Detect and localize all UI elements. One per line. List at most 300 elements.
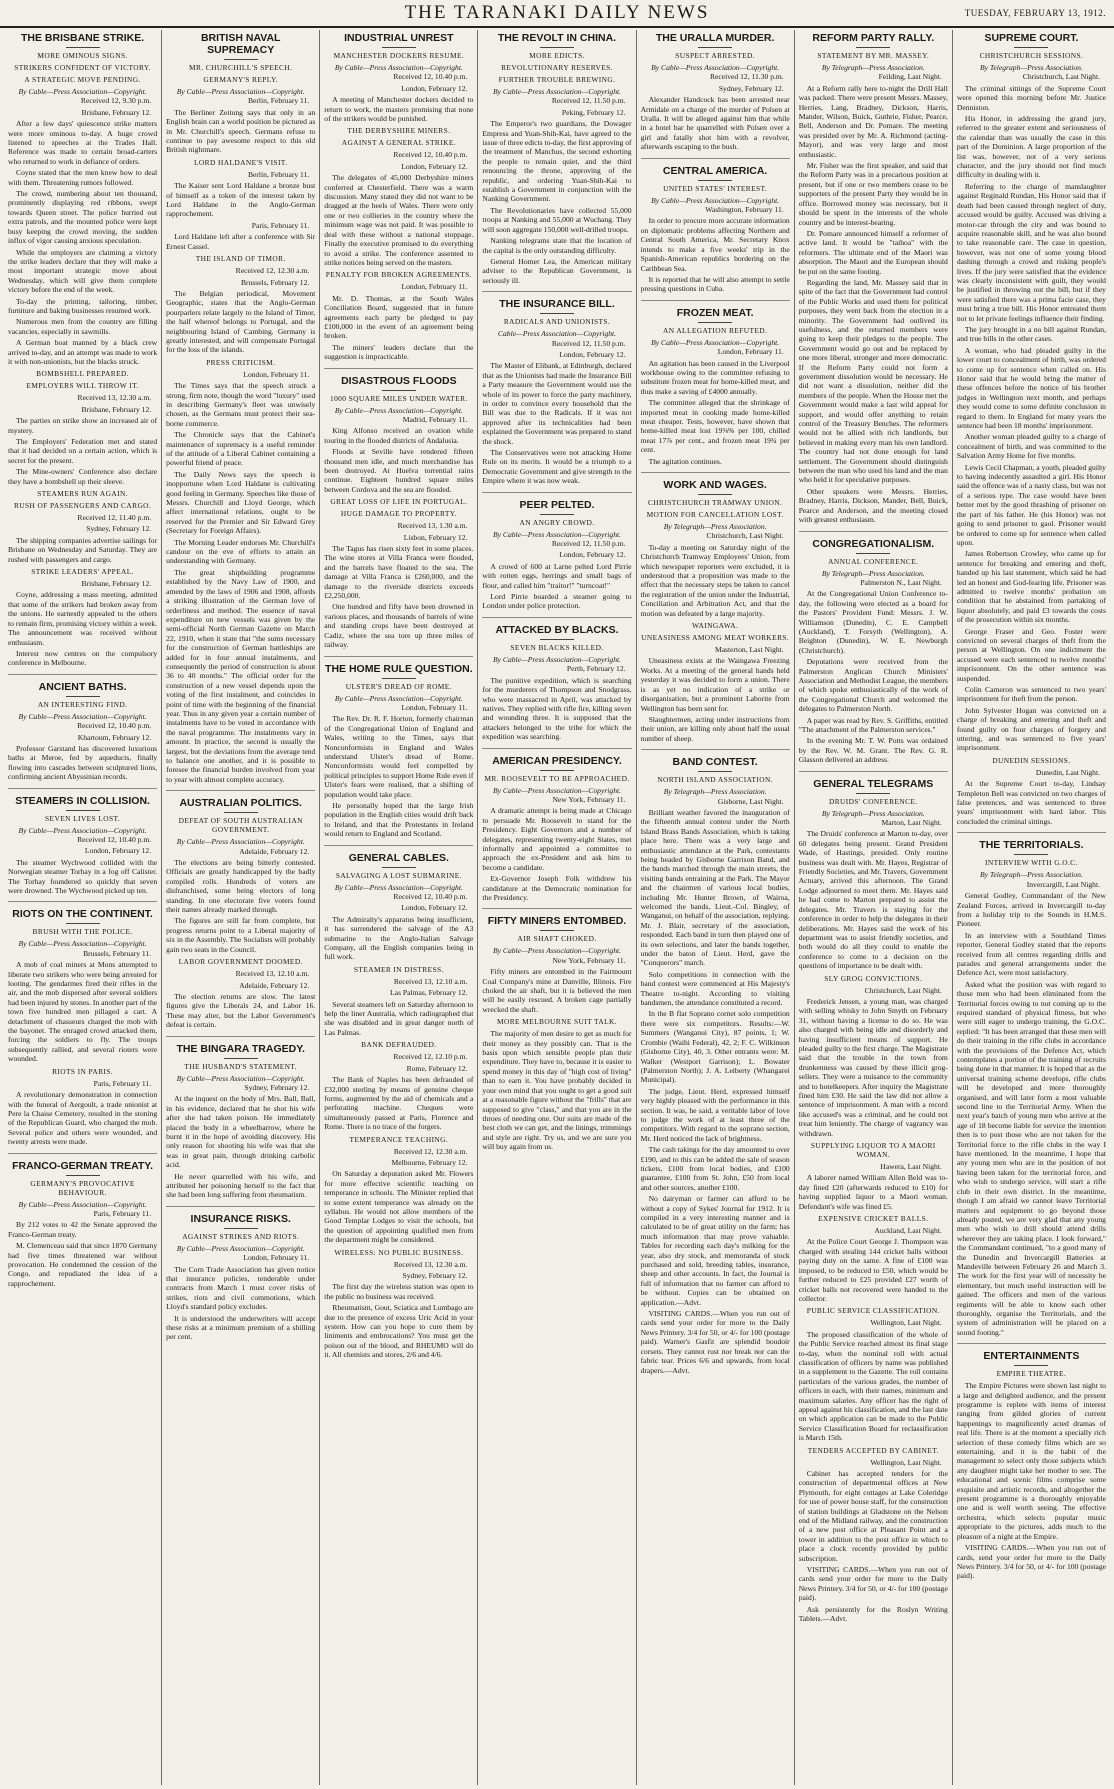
article xyxy=(799,32,948,532)
dateline: London, February 12. xyxy=(559,349,626,359)
article-headline: THE BINGARA TRAGEDY. xyxy=(176,1042,305,1055)
news-column xyxy=(4,30,162,1785)
paragraph: Dr. Pomare announced himself a reformer of active land. It would be "taihoa" with the reformers. The ultimate end of the Maori was absorption. The Maori and the European should be put on the same footing. xyxy=(798,228,948,276)
paragraph: Professor Garstand has discovered luxurious baths at Meroe, fed by aqueducts, finally flowing into cascades between sculptured lions, confirming ancient Abyssinian records. xyxy=(8,743,158,782)
subheading: DUNEDIN SESSIONS. xyxy=(992,755,1071,765)
paragraph: In the evening Mr. T. W. Potts was ordained by the Rev. W. M. Grant. The Rev. G. R. Glasson delivered an address. xyxy=(798,736,948,765)
article xyxy=(799,538,948,772)
dateline: Received 12, 10.40 p.m. xyxy=(393,72,468,82)
subheading: RIOTS IN PARIS. xyxy=(52,1066,114,1076)
dateline: Rome, February 12. xyxy=(406,1063,468,1073)
byline: By Cable—Press Association—Copyright. xyxy=(492,87,622,96)
article xyxy=(166,1213,315,1348)
byline: By Cable—Press Association—Copyright. xyxy=(492,785,622,795)
dateline: Brisbane, February 12. xyxy=(81,404,152,414)
paragraph: Interest now centres on the compulsory conference in Melbourne. xyxy=(8,648,158,668)
article-headline: THE BRISBANE STRIKE. xyxy=(21,32,145,44)
dateline: Feilding, Last Night. xyxy=(878,72,942,82)
paragraph: VISITING CARDS.—When you run out of cards send your order for more to the Daily News Printery. 3/4 for 50, or 4/- for 100 (postage paid). Warner's Gasfit are splendid boudoir corsets. They cannot rust nor break nor can the fabric tear. Prices 6/6 and upwards, from local drapers.—Advt. xyxy=(640,1309,790,1375)
article-headline: WORK AND WAGES. xyxy=(663,479,767,491)
byline: By Telegraph—Press Association. xyxy=(663,522,767,531)
paragraph: Fifty miners are entombed in the Fairmount Coal Company's mine at Danville, Illinois. Fire choked the air shaft, but it is believed the men will be easily rescued. A broken cage partially wrecked the shaft. xyxy=(482,967,632,1014)
dateline: Received 12, 10.40 p.m. xyxy=(77,834,152,844)
paragraph: VISITING CARDS.—When you run out of cards send your order for more to the Daily News Printery. 3/4 for 50, or 4/- for 100 (postage paid). xyxy=(798,1565,948,1603)
paragraph: Slaughtermen, acting under instructions from their union, are killing only about half the usual number of sheep. xyxy=(640,714,790,743)
article xyxy=(641,307,790,473)
subheading: SUSPECT ARRESTED. xyxy=(675,51,756,60)
paragraph: The Empire Pictures were shown last night to a large and delighted audience, and the present programme is replete with items of interest ranging from gilded glories of current happenings to magnificently acted dramas of real life. There is at the moment a specially rich selection of these comedy films which are so entertaining, and it is the habit of the management to select only those subjects which any daughter might take her mother to see. The educational and scenic films comprise some exquisite and artistic records, and altogether the present programme is a thoroughly enjoyable one and is well worth seeing. The effective orchestra, which selects popular music appropriate to the pictures, adds much to the pleasure of a night at the Empire. xyxy=(956,1381,1106,1541)
dateline: Brussels, February 11. xyxy=(83,948,152,958)
paragraph: Alexander Handcock has been arrested near Armidale on a charge of the murder of Polsen at Uralla. It will be alleged against him that while in a hotel bar he quarrelled with Polsen over a girl and fatally shot him with a revolver, afterwards escaping to the bush. xyxy=(640,95,790,152)
subheading: AGAINST A GENERAL STRIKE. xyxy=(341,138,456,148)
subheading: GERMANY'S PROVOCATIVE BEHAVIOUR. xyxy=(30,1178,135,1197)
byline: By Telegraph—Press Association. xyxy=(663,787,767,797)
subheading: BOMBSHELL PREPARED. xyxy=(36,369,130,379)
news-column xyxy=(162,30,320,1785)
subheading: AIR SHAFT CHOKED. xyxy=(517,934,597,944)
article-headline: PEER PELTED. xyxy=(519,498,595,511)
article xyxy=(8,681,157,789)
dateline: Received 12, 11.40 p.m. xyxy=(77,513,152,523)
paragraph: Another woman pleaded guilty to a charge of concealment of birth, and was committed to the Salvation Army Home for five months. xyxy=(956,432,1106,461)
paragraph: A dramatic attempt is being made at Chicago to persuade Mr. Roosevelt to stand for the Presidency. Eight Governors and a number of delegates, representing twenty-eight States, met informally and appointed a committee to approach the ex-President and ask him to become a candidate. xyxy=(482,806,632,872)
subheading: NORTH ISLAND ASSOCIATION. xyxy=(657,775,773,785)
paragraph: Cabinet has accepted tenders for the construction of departmental offices at New Plymouth, for eight cottages at Lake Coleridge for use of power house staff, for the construction of station buildings at Gladstone on the Nelson end of the Midland railway, and the construction of a new post office at Pleasant Point and a tower in addition to the post office in which to place a clock recently provided by public subscription. xyxy=(798,1469,948,1563)
dateline: Received 12, 12.30 a.m. xyxy=(235,266,310,276)
byline: By Cable—Press Association—Copyright. xyxy=(651,63,780,72)
paragraph: To-day the printing, tailoring, timber, furniture and baking businesses resumed work. xyxy=(8,296,158,315)
article xyxy=(957,839,1106,1344)
paragraph: He personally hoped that the large Irish population in the English cities would drift back to Ireland, and that the Protestants in Ireland would return to England and Scotland. xyxy=(324,800,474,839)
subheading: CHRISTCHURCH TRAMWAY UNION. xyxy=(647,498,783,507)
byline: Cable—Press Association—Copyright. xyxy=(497,329,617,339)
article-headline: THE REVOLT IN CHINA. xyxy=(497,32,617,44)
paragraph: At the Police Court George J. Thompson was charged with stealing 144 cricket balls without paying duty on the same. A fine of £100 was imposed, to be reduced to £50, which would be further reduced to £25 provided £27 worth of cricket balls not recovered were handed to the collector. xyxy=(798,1237,948,1303)
paragraph: General Homer Lea, the American military adviser to the Republican Government, is seriously ill. xyxy=(482,256,632,285)
subheading: STRIKE LEADERS' APPEAL. xyxy=(31,567,134,577)
dateline: New York, February 11. xyxy=(552,794,626,804)
article xyxy=(641,165,790,301)
paragraph: The figures are still far from complete, but progress returns point to a Liberal majority of six in the Assembly. The Socialists will probably gain two seats in the Council. xyxy=(166,916,316,954)
headline-rule xyxy=(856,793,890,794)
article-headline: GENERAL TELEGRAMS xyxy=(813,777,934,790)
paragraph: The Mine-owners' Conference also declare they have a bombshell up their sleeve. xyxy=(8,467,158,486)
byline: By Cable—Press Association—Copyright. xyxy=(334,693,463,703)
dateline: Received 12, 11.30 p.m. xyxy=(709,72,784,82)
subheading: SEVEN BLACKS KILLED. xyxy=(510,642,604,652)
paragraph: The Druids' conference at Marton to-day, over 60 delegates being present. Grand President Wade, of Hastings, presided. Only routine business was dealt with. Mr. Hayes, Registrar of Friendly Societies, and Mr. Travers, Government Actuary, arrived this afternoon. The Grand Lodge adjourned to meet them. Mr. Hayes said he had come to Marton prepared to assist the delegates. Mr. Travers is staying for the conference in order to help the delegates in their deliberations. Mr. Hayes said the work of his department was to assist friendly societies, and both would do all they could to enable the conference to come to a decision on the questions of importance to be dealt with. xyxy=(798,829,948,971)
dateline: Received 12, 10.40 p.m. xyxy=(77,721,152,731)
article-headline: BRITISH NAVAL SUPREMACY xyxy=(200,32,281,56)
subheading: MORE MELBOURNE SUIT TALK. xyxy=(496,1017,617,1027)
byline: By Telegraph—Press Association. xyxy=(821,568,925,578)
subheading: WAINGAWA. xyxy=(691,621,739,631)
paragraph: The Revolutionaries have collected 55,000 troops at Nanking and 55,000 at Wuchang. They will soon aggregate 150,000 well-drilled troops. xyxy=(482,205,632,234)
headline-rule xyxy=(540,930,574,931)
subheading: GREAT LOSS OF LIFE IN PORTUGAL. xyxy=(330,497,468,507)
dateline: Brussels, February 12. xyxy=(240,277,310,287)
dateline: Received 12, 10.40 p.m. xyxy=(393,150,468,160)
paragraph: General Godley, Commandant of the New Zealand Forces, arrived in Invercargill to-day from a holiday trip to the Sounds in H.M.S. Pioneer. xyxy=(956,891,1106,929)
subheading: UNITED STATES' INTEREST. xyxy=(663,183,768,193)
paragraph: Several steamers left on Saturday afternoon to help the liner Australia, which radiographed that she was disabled and in great danger north of Las Palmas. xyxy=(324,999,474,1037)
paragraph: The criminal sittings of the Supreme Court were opened this morning before Mr. Justice Denniston. xyxy=(956,83,1106,112)
paragraph: A German boat manned by a black crew arrived to-day, and an attempt was made to work it with non-unionists, but the blacks struck. xyxy=(8,338,158,366)
paragraph: Brilliant weather favored the inauguration of the fifteenth annual contest under the North Island Brass Bands Association, which is taking place here. There was a very large and enthusiastic attendance at the Park, contestants being headed by Gisborne Garrison Band, and the bands marched through the main streets, the visiting bands entraining at the Park. The Mayor and the chairmen of various local bodies, including Mr. Hunter Brown, of Wairoa, welcomed the bands, Lieut.-Col. Bingley, of Wanganui, on behalf of the association, replying. Mr. J. Blair, secretary of the association, responded. Each band in turn then played one of its own selections, and later the bands together, under the baton of Lieut. Herd, gave the "Conquerors" march. xyxy=(640,807,790,968)
paragraph: The shipping companies advertise sailings for Brisbane on Wednesday and Saturday. They are rushed with passengers and cargo. xyxy=(8,535,158,564)
news-columns xyxy=(4,30,1110,1785)
paragraph: One hundred and fifty have been drowned in various places, and thousands of barrels of wine and standing crops have been destroyed at Cadiz, where the sea tore up three miles of railway. xyxy=(324,602,474,650)
dateline: Peking, February 12. xyxy=(561,107,626,117)
article-headline: BAND CONTEST. xyxy=(672,756,758,769)
paragraph: The Corn Trade Association has given notice that insurance policies, tenderable under contracts from March 1 must cover risks of strikes, riots and civil commotions, which Lloyd's standard policy excludes. xyxy=(166,1264,316,1312)
paragraph: King Alfonso received an ovation while touring in the flooded districts of Andalusia. xyxy=(324,426,474,445)
dateline: Berlin, February 11. xyxy=(247,169,310,179)
subheading: ANNUAL CONFERENCE. xyxy=(828,556,919,566)
paragraph: James Robertson Crowley, who came up for sentence for breaking and entering and theft, handed up his last statement, which said he had led an honest and God-fearing life. Prisoner was admitted to twelve months' probation on condition that he abstained from partaking of liquor absolutely, and paid £3 towards the costs of the prosecution within six months. xyxy=(956,549,1106,625)
article xyxy=(641,756,790,1381)
paragraph: The great shipbuilding programme established by the Navy Law of 1900, and amended by the laws of 1906 and 1908, affords a striking illustration of the German love of orderliness and method. The essence of naval expenditure on new vessels was given by the semi-official North German Gazette on March 22, 1910, when it state that "the sums necessary for the construction of German battleships are added for in four annual instalments, and consequently the period of construction is about 36 to 40 months." The official order for the construction of a new vessel depends upon the voting of the first instalment, and coincides in point of time with the beginning of the financial year. Thus in any given year a certain number of instalments have to be voted in accordance with the naval programme. The instalments vary in amount. In practice, the second is usually the largest, but the deviations from the average tend to balance one another, and it is possible to foresee the financial burden involved from year to year with almost complete accuracy. xyxy=(166,567,316,784)
dateline: London, February 11. xyxy=(401,282,468,292)
subheading: A STRATEGIC MOVE PENDING. xyxy=(24,75,141,84)
byline: By Cable—Press Association—Copyright. xyxy=(651,195,780,205)
byline: By Cable—Press Association—Copyright. xyxy=(651,337,780,347)
dateline: Masterton, Last Night. xyxy=(714,645,784,655)
subheading: TEMPERANCE TEACHING. xyxy=(349,1134,449,1144)
subheading: EMPIRE THEATRE. xyxy=(996,1369,1067,1379)
article-headline: RIOTS ON THE CONTINENT. xyxy=(12,908,153,921)
dateline: London, February 11. xyxy=(243,369,310,379)
dateline: Received 13, 12.30 a.m. xyxy=(393,1259,468,1269)
paragraph: The election returns are slow. The latest figures give the Liberals 24, and Labor 16. These may alter, but the Labor Government's defeat is certain. xyxy=(166,991,316,1030)
paragraph: A woman, who had pleaded guilty in the lower court to concealment of birth, was ordered to come up for sentence when called on. His Honor said that he would bring the matter of these offences before the notice of his brother judges in Wellington next month, and perhaps they would come to some definite conclusion in regard to them. In England for many years the sentence had been 18 months' imprisonment. xyxy=(956,345,1106,431)
dateline: Christchurch, Last Night. xyxy=(1022,72,1100,82)
dateline: Invercargill, Last Night. xyxy=(1026,879,1100,889)
headline-rule xyxy=(540,770,574,771)
subheading: MR. CHURCHILL'S SPEECH. xyxy=(189,63,293,72)
paragraph: George Fraser and Geo. Foster were convicted on several charges of theft from the person at Wellington. On one indictment the accused were each sentenced to twelve months' imprisonment. On the other sentence was suspended. xyxy=(956,626,1106,683)
byline: By Telegraph—Press Association. xyxy=(821,808,925,818)
paragraph: A meeting of Manchester dockers decided to return to work, the masters promising that none of the strikers would be punished. xyxy=(324,95,474,124)
paragraph: Referring to the charge of manslaughter against Reginald Rundan, His Honor said that if death had been caused through neglect of duty, accused would be guilty. Accused was driving a motor-car through the city and was bound to acquire reasonable skill, and he was also bound to take reasonable care. The case in question, however, was not one of some young blood dashing through a crowd and risking people's lives. If the jury were satisfied that the evidence was clearly inconsistent with guilt, they would be justified in throwing out the bill, but if they were satisfied there was a prima facie case, they must bring a true bill. His Honor entreated them not to let private feelings influence their finding. xyxy=(956,181,1106,323)
dateline: Christchurch, Last Night. xyxy=(706,531,784,541)
news-column xyxy=(320,30,478,1785)
dateline: Berlin, February 11. xyxy=(247,96,310,106)
byline: By Cable—Press Association—Copyright. xyxy=(334,882,463,892)
article xyxy=(482,298,631,493)
subheading: LORD HALDANE'S VISIT. xyxy=(194,157,288,167)
headline-rule xyxy=(698,47,732,48)
article xyxy=(957,32,1106,833)
paragraph: Ex-Governor Joseph Folk withdrew his candidature at the Democratic nomination for the Presidency. xyxy=(482,874,632,902)
dateline: Auckland, Last Night. xyxy=(874,1226,942,1236)
news-column xyxy=(478,30,636,1785)
dateline: London, February 12. xyxy=(401,83,468,93)
headline-rule xyxy=(224,812,258,813)
dateline: London, February 12. xyxy=(401,161,468,171)
dateline: Brisbane, February 12. xyxy=(81,107,152,117)
headline-rule xyxy=(224,59,258,60)
article-headline: SUPREME COURT. xyxy=(984,32,1079,44)
article-headline: ANCIENT BATHS. xyxy=(38,680,127,693)
article xyxy=(8,32,157,675)
dateline: Khartoum, February 12. xyxy=(77,732,152,742)
paragraph: Uneasiness exists at the Waingawa Freezing Works. At a meeting of the general hands held yesterday it was decided to form a union. There is as yet no indication of a strike or disorganisation, but a prominent Laborite from Wellington has been sent for. xyxy=(640,656,790,713)
article-headline: THE HOME RULE QUESTION. xyxy=(325,662,473,675)
subheading: MANCHESTER DOCKERS RESUME. xyxy=(333,51,465,60)
subheading: RADICALS AND UNIONISTS. xyxy=(503,317,611,327)
headline-rule xyxy=(382,47,416,48)
subheading: THE DERBYSHIRE MINERS. xyxy=(347,126,451,136)
paragraph: Mr. D. Thomas, at the South Wales Conciliation Board, suggested that in future agreements each party be pledged to pay £100,000 in the event of an agreement being broken. xyxy=(324,293,474,341)
paragraph: The Rev. Dr. R. F. Horton, formerly chairman of the Congregational Union of England and Wales, writing to the Times, says that Nonconformists in England and Wales understand Ulster's dread of Rome. Nonconformists would feel compelled by political principles to support Home Rule even if Ulster's fears were realised, that a shifting of population would take place. xyxy=(324,714,474,799)
dateline: Received 12, 9.30 p.m. xyxy=(80,96,152,106)
subheading: SLY GROG CONVICTIONS. xyxy=(824,973,923,983)
dateline: London, February 12. xyxy=(401,903,468,913)
subheading: AN INTERESTING FIND. xyxy=(37,699,128,709)
subheading: EXPENSIVE CRICKET BALLS. xyxy=(818,1214,929,1224)
paragraph: Rheumatism, Gout, Sciatica and Lumbago are due to the presence of excess Uric Acid in your system. How can you hope to cure them by liniments and embrocations? You must get the poison out of the blood, and RHEUMO will do it. All chemists and stores, 2/6 and 4/6. xyxy=(324,1303,474,1360)
paragraph: In the B flat Soprano cornet solo competition there were six competitors. Results:—W. Summers (Wanganui City), 87 points, 1; W. Crombie (Waihi Federal), 42, 2; F. C. Wilkinson (Gisborne City), 40, 3. Other entrants were: M. Walker (Westport Garrison); L. Bowater (Palmerston North); J. A. Leiberty (Whangarei Municipal). xyxy=(640,1009,790,1085)
subheading: STATEMENT BY MR. MASSEY. xyxy=(817,51,930,60)
paragraph: The Chronicle says that the Cabinet's maintenance of supremacy is a useful reminder of the attitude of a Liberal Cabinet containing a powerful friend of peace. xyxy=(166,430,316,468)
dateline: Received 13, 12.10 a.m. xyxy=(235,969,310,979)
headline-rule xyxy=(66,47,100,48)
paragraph: The cash takings for the day amounted to over £190, and to this can be added the sale of season tickets, £100 from local bodies, and £100 guarantee, £100 from St. John, £50 from local and other sources, another £100. xyxy=(640,1145,790,1192)
subheading: BANK DEFRAUDED. xyxy=(361,1040,437,1050)
headline-rule xyxy=(382,678,416,679)
subheading: SALVAGING A LOST SUBMARINE. xyxy=(335,870,462,880)
article-headline: INSURANCE RISKS. xyxy=(190,1212,291,1225)
byline: By Cable—Press Association—Copyright. xyxy=(492,654,622,664)
paragraph: A crowd of 600 at Larne pelted Lord Pirrie with rotten eggs, herrings and small bags of flour, and called him "traitor!" "turncoat!" xyxy=(482,561,632,590)
headline-rule xyxy=(224,1228,258,1229)
dateline: Received 12, 10.40 p.m. xyxy=(393,892,468,901)
paragraph: The committee alleged that the shrinkage of imported meat in cooking made home-killed meat cheaper. Tests, however, have shown that home-killed meat lost 19⅝% per 100, chilled meat 17⅞ per cent., and frozen meat 19¾ per cent. xyxy=(640,398,790,455)
paragraph: The miners' leaders declare that the suggestion is impracticable. xyxy=(324,342,474,362)
dateline: Melbourne, February 12. xyxy=(391,1157,468,1167)
subheading: THE HUSBAND'S STATEMENT. xyxy=(184,1061,298,1071)
subheading: STRIKERS CONFIDENT OF VICTORY. xyxy=(14,63,151,72)
dateline: London, February 12. xyxy=(84,846,152,856)
dateline: Sydney, February 12. xyxy=(402,1271,468,1280)
paragraph: The jury brought in a no bill against Rundan, and true bills in the other cases. xyxy=(956,324,1106,344)
subheading: LABOR GOVERNMENT DOOMED. xyxy=(178,957,303,967)
paragraph: Lord Pirrie boarded a steamer going to London under police protection. xyxy=(482,592,632,611)
paragraph: Lord Haldane left after a conference with Sir Ernest Cassel. xyxy=(166,232,316,251)
paragraph: Coyne stated that the men knew how to deal with them. Threatening rumors followed. xyxy=(8,168,158,187)
article xyxy=(324,663,473,846)
dateline: Gisborne, Last Night. xyxy=(717,796,784,806)
article xyxy=(482,32,631,292)
paragraph: M. Clemenceau said that since 1870 Germany had five times threatened war without provocation. He condemned the cession of the Congo, and repudiated the idea of a rapprochement. xyxy=(8,1241,158,1288)
article xyxy=(957,1350,1106,1587)
paragraph: He never quarrelled with his wife, and attributed her poisoning herself to the fact that she had been long suffering from rheumatism. xyxy=(166,1171,316,1200)
headline-rule xyxy=(224,1058,258,1059)
dateline: Las Palmas, February 12. xyxy=(390,988,468,998)
paragraph: The Bank of Naples has been defrauded of £32,000 sterling by means of genuine cheque forms, augmented by the aid of chemicals and a perforating machine. Cheques were simultaneously passed at Paris, Florence and Rome. There is no trace of the forgers. xyxy=(324,1075,474,1132)
paragraph: By 212 votes to 42 the Senate approved the Franco-German treaty. xyxy=(8,1220,158,1239)
subheading: AGAINST STRIKES AND RIOTS. xyxy=(182,1231,300,1241)
paragraph: A mob of coal miners at Mons attempted to liberate two strikers who were being arrested for looting. The gendarmes fired their rifles in the air, and the mob dispersed after several soldiers had been injured by stones. In another part of the town five hundred men pillaged a cart. A detachment of chasseurs charged the mob with the bayonet. The enraged crowd attacked them, forcing the soldiers to fly. The troops subsequently rallied, and several rioters were wounded. xyxy=(8,960,158,1064)
article xyxy=(324,852,473,1366)
paragraph: Numerous men from the country are filling vacancies, especially in sawmills. xyxy=(8,317,158,336)
dateline: Received 12, 11.50 p.m. xyxy=(551,338,626,348)
subheading: INTERVIEW WITH G.O.C. xyxy=(985,858,1078,868)
headline-rule xyxy=(382,390,416,391)
paragraph: Nanking telegrams state that the location of the capital is the only outstanding difficulty. xyxy=(482,236,632,255)
dateline: London, February 11. xyxy=(243,1253,310,1263)
article xyxy=(482,755,631,910)
paragraph: Colin Cameron was sentenced to two years' imprisonment for theft from the person. xyxy=(956,685,1106,704)
subheading: REVOLUTIONARY RESERVES. xyxy=(501,63,613,72)
article-headline: AMERICAN PRESIDENCY. xyxy=(492,754,622,767)
paragraph: A laborer named William Allen Beld was to-day fined £20 (afterwards reduced to £10) for having supplied liquor to a Maori woman. Defendant's wife was fined £5. xyxy=(798,1173,948,1211)
paragraph: At the Supreme Court to-day, Lindsay Templeton Bell was convicted on two charges of false pretences, and was sentenced to three years' imprisonment with hard labor. This concluded the criminal sittings. xyxy=(956,779,1106,826)
article-headline: THE INSURANCE BILL. xyxy=(499,298,615,311)
dateline: Sydney, February 12. xyxy=(86,524,152,534)
paragraph: It is understood the underwriters will accept these risks at a minimum premium of a shilling per cent. xyxy=(166,1313,316,1342)
headline-rule xyxy=(382,867,416,868)
paragraph: The judge, Lieut. Herd, expressed himself very highly pleased with the performance in this section. It was, he said, a veritable labor of love to judge the work of at least three of the competitors. With regard to the soprano section, Mr. Herd noticed the lack of brightness. xyxy=(640,1086,790,1143)
dateline: Wellington, Last Night. xyxy=(870,1457,942,1467)
dateline: Christchurch, Last Night. xyxy=(864,985,942,995)
headline-rule xyxy=(66,696,100,697)
paragraph: An agitation has been caused in the Liverpool workhouse owing to the committee refusing to substitute frozen meat for home-killed meat, and thus make a saving of £4000 annually. xyxy=(640,358,790,396)
headline-rule xyxy=(66,810,100,811)
dateline: Received 13, 12.30 a.m. xyxy=(77,393,152,403)
subheading: HUGE DAMAGE TO PROPERTY. xyxy=(340,509,457,519)
headline-rule xyxy=(856,553,890,554)
headline-rule xyxy=(1014,1365,1048,1366)
byline: By Cable—Press Association—Copyright. xyxy=(492,946,622,956)
paragraph: The Berliner Zeitung says that only in an English brain can a world position be pictured as in Mr. Churchill's speech. Germans refuse to continue to pay awesome respect to this old British nightmare. xyxy=(166,107,316,155)
article-headline: DISASTROUS FLOODS xyxy=(341,374,457,387)
dateline: Palmerston N., Last Night. xyxy=(860,577,942,587)
paragraph: Frederick Jensen, a young man, was charged with selling whisky to John Smyth on February 31, without having a license to do so. He was also charged with being idle and disorderly and having insufficient means of support. He pleaded guilty to the first charge. The Magistrate said that the trouble in the town from drunkenness was caused by these illicit grog-sellers. They were a nuisance to the community and to hotelkeepers. After inquiry the Magistrate fined him £30. He said the law did not allow a sentence of imprisonment. A man with a record like accused's was a criminal, and he could not treat him leniently. The charge of vagrancy was withdrawn. xyxy=(798,996,948,1138)
dateline: Dunedin, Last Night. xyxy=(1035,767,1100,777)
paragraph: To-day a meeting on Saturday night of the Christchurch Tramway Employees' Union, from which newspaper reporters were excluded, it is understood that a proposition was made to the effect that the necessary steps be taken to cancel the registration of the union under the Industrial, Conciliation and Arbitration Act, and that the motion was defeated by a large majority. xyxy=(640,542,790,618)
subheading: STEAMER IN DISTRESS. xyxy=(353,964,444,974)
headline-rule xyxy=(540,47,574,48)
byline: By Cable—Press Association—Copyright. xyxy=(334,63,463,72)
subheading: DRUIDS' CONFERENCE. xyxy=(828,796,918,806)
subheading: MORE OMINOUS SIGNS. xyxy=(37,51,128,60)
paragraph: On Saturday a deputation asked Mr. Flowers for more effective scientific teaching on temperance in schools. The Minister replied that to some extent temperance was already on the syllabus. He would not allow members of the Good Templar Lodges to visit the schools, but the question of appointing qualified men from the department might be considered. xyxy=(324,1169,474,1245)
subheading: STEAMERS RUN AGAIN. xyxy=(37,489,128,499)
paragraph: The first day the wireless station was open to the public no business was received. xyxy=(324,1282,474,1301)
dateline: Received 12, 11.50 p.m. xyxy=(551,96,626,106)
byline: By Cable—Press Association—Copyright. xyxy=(492,529,622,539)
headline-rule xyxy=(66,1175,100,1176)
paragraph: Other speakers were Messrs. Herries, Bradney, Harris, Dickson, Mander, Bell, Buick, Pearce and Anderson, and the meeting closed with greatest enthusiasm. xyxy=(798,486,948,525)
paragraph: Floods at Seville have rendered fifteen thousand men idle, and much merchandise has been destroyed. At Huelva torrential rains continue. Eighteen hundred square miles between Cordova and the sea are flooded. xyxy=(324,447,474,494)
paragraph: In order to procure more accurate information on diplomatic problems affecting Northern and Central South America, Mr. Secretary Knox intends to make a five weeks' trip in the Spanish-American republics bordering on the Caribbean Sea. xyxy=(640,216,790,273)
dateline: Marton, Last Night. xyxy=(881,818,942,828)
paragraph: A revolutionary demonstration in connection with the funeral of Aergoult, a trade unionist at Pere la Chaise Cemetery, resulted in the stoning of the Republican Guard, who charged the mob. Several police and others were wounded, and twenty arrests were made. xyxy=(8,1090,158,1147)
dateline: Paris, February 11. xyxy=(93,1208,152,1218)
paragraph: Solo competitions in connection with the band contest were commenced at His Majesty's Theatre to-night. According to visiting bandsmen, the attendance constituted a record. xyxy=(640,969,790,1008)
headline-rule xyxy=(540,313,574,314)
paragraph: At the Congregational Union Conference to-day, the following were elected as a board for the Pastors' Provident Fund: Messrs. J. W. Williamson (Dunedin), C. E. Campbell (Auckland), T. Forsyth (Wellington), A. Beighton (Dunedin), W. E. Newburgh (Christchurch). xyxy=(798,589,948,655)
headline-rule xyxy=(698,180,732,181)
paragraph: The majority of men desire to get as much for their money as they possibly can. That is the basis upon which sensible people plan their expenditure. They have to, because it is easier to spend money in this day of "high cost of living" than to earn it. You have probably decided in your own mind that you ought to get a good suit at a reasonable figure without the "frills" that are supposed to give "class," and that you are in the throes of needing one. Our suits are made of the best cloth we can get, and the linings, trimmings and style are right. Try us, and we are sure you will buy again from us. xyxy=(482,1029,632,1152)
subheading: AN ANGRY CROWD. xyxy=(519,517,595,527)
dateline: New York, February 11. xyxy=(552,955,626,965)
paragraph: The steamer Wychwood collided with the Norwegian steamer Torhay in a fog off Calister. The Torhay foundered so quickly that seven were drowned. The Wychwood picked up ten. xyxy=(8,857,158,895)
dateline: London, February 11. xyxy=(401,702,468,712)
paragraph: Regarding the land, Mr. Massey said that in spite of the fact that the Government had control of the Public Works and used them for political purposes, they went back from the election in a minority. The Government had outlived its usefulness, and the returned members were going to keep their pledges to the people. The Government would go out and be replaced by one more liberal, stronger and more democratic. If the Reform Party could not form a government dissolution would be necessary. He did not want a dissolution, neither did the members of the people. When the House met the Government would make a last wild appeal for support, and would offer anything to retain control of the Treasury Benches. The reformers would not be allied with rich landlords, but believed in making every man his own landlord. The country had not done enough for land settlement. The Government should distinguish between the man who used his land and the man who held it for speculative purposes. xyxy=(798,277,948,485)
article-headline: FRANCO-GERMAN TREATY. xyxy=(12,1159,154,1172)
article xyxy=(641,32,790,159)
masthead-date: TUESDAY, FEBRUARY 13, 1912. xyxy=(964,8,1106,18)
subheading: MOTION FOR CANCELLATION LOST. xyxy=(646,510,784,519)
paragraph: Deputations were received from the Palmerston Anglican Church Ministers' Association and Methodist League, the members of which spoke enthusiastically of the work of the Congregational Church and welcomed the delegates to Palmerston North. xyxy=(798,657,948,714)
article xyxy=(324,32,473,369)
byline: By Cable—Press Association—Copyright. xyxy=(18,1199,147,1209)
paragraph: It is reported that he will also attempt to settle pressing questions in Cuba. xyxy=(640,274,790,294)
article xyxy=(482,624,631,749)
paragraph: At a Reform rally here to-night the Drill Hall was packed. There were present Messrs. Massey, Herries, Lang, Bradney, Dickson, Harris, Mander, Wilson, Buick, Guthrie, Fisher, Pearce, Bell, Anderson and Dr. Pomare. The meeting was presided over by Mr. A. Richmond (acting-Mayor), and was very large and most enthusiastic. xyxy=(798,83,948,159)
byline: By Cable—Press Association—Copyright. xyxy=(176,1243,305,1253)
paragraph: No dairyman or farmer can afford to be without a copy of Sykes' Journal for 1912. It is compiled in a very interesting manner and is calculated to be of great utility on the farm; has much information that may prove valuable. Tables for recording each day's milking for the year, also dry stock, and memoranda of stock purchased and sold, breeding tables, insurance, sheep and other accounts. In fact, the Journal is full of information that no farmer can afford to be without. Copies can be obtained on application.—Advt. xyxy=(640,1194,790,1307)
subheading: RUSH OF PASSENGERS AND CARGO. xyxy=(13,501,152,511)
paragraph: The delegates of 45,000 Derbyshire miners conferred at Chesterfield. There was a warm discussion. Many stated they did not want to be dragged at the heels of Wales. There were only one or two collieries in the country where the minimum wage was not paid. It was possible to deal with these without a national stoppage. Finally the executive promised to do everything to avoid a strike. The conference assented to strike notices being served on the masters. xyxy=(324,173,474,267)
dateline: Sydney, February 12. xyxy=(244,1082,310,1092)
byline: By Cable—Press Association—Copyright. xyxy=(334,405,463,415)
article-headline: STEAMERS IN COLLISION. xyxy=(15,794,150,807)
paragraph: In an interview with a Southland Times reporter, General Godley stated that the reports received from all centres regarding drills and parades and general arrangements under the Defence Act, were most satisfactory. xyxy=(956,930,1106,978)
masthead xyxy=(0,0,1114,28)
article xyxy=(8,1160,157,1295)
dateline: Received 12, 12.30 a.m. xyxy=(393,1146,468,1156)
paragraph: A paper was read by Rev. S. Griffiths, entitled "The attachment of the Palmerston services." xyxy=(798,715,948,734)
subheading: SUPPLYING LIQUOR TO A MAORI WOMAN. xyxy=(810,1141,936,1160)
paragraph: The Conservatives were not attacking Home Rule on its merits. It would be a triumph to a Democratic Government and give strength to the Empire where it was now weak. xyxy=(482,448,632,486)
paragraph: His Honor, in addressing the grand jury, referred to the greater extent and seriousness of the calendar than was usually the case in this part of the Dominion. A large proportion of the list was, however, not of a very serious character, and the jury should not find much difficulty in dealing with it. xyxy=(956,114,1106,180)
byline: By Cable—Press Association—Copyright. xyxy=(18,939,147,949)
subheading: MORE EDICTS. xyxy=(529,51,585,60)
subheading: DEFEAT OF SOUTH AUSTRALIAN GOVERNMENT. xyxy=(178,816,303,835)
article-headline: FROZEN MEAT. xyxy=(676,306,754,319)
byline: By Cable—Press Association—Copyright. xyxy=(18,825,147,835)
paragraph: The agitation continues. xyxy=(648,456,722,466)
dateline: Adelaide, February 12. xyxy=(239,846,310,856)
article-headline: CENTRAL AMERICA. xyxy=(662,164,768,177)
byline: By Cable—Press Association—Copyright. xyxy=(176,87,305,96)
byline: By Telegraph—Press Association. xyxy=(979,870,1083,880)
paragraph: Lewis Cecil Chapman, a youth, pleaded guilty to having indecently assaulted a girl. His Honor said the offence was of a nasty class, but was not of a serious type. The case would have been better met by the good thrashing of prisoner on the part of his father. He (his Honor) was not going to send prisoner to gaol. Prisoner would be ordered to come up for sentence when called upon. xyxy=(956,462,1106,547)
dateline: Adelaide, February 12. xyxy=(239,980,310,990)
subheading: BRUSH WITH THE POLICE. xyxy=(32,927,133,937)
headline-rule xyxy=(856,47,890,48)
article xyxy=(166,32,315,791)
paragraph: At the inquest on the body of Mrs. Ball, Ball, in his evidence, declared that he shot his wife after she had taken poison. He immediately placed the body in a wheelbarrow, where he burnt it in the hope of avoiding discovery. His only reason for shooting his wife was that she was in great pain, through drinking carbolic acid. xyxy=(166,1094,316,1170)
paragraph: Coyne, addressing a mass meeting, admitted that some of the strikers had broken away from the unions. He earnestly appealed to the others to remain firm, promising victory within a week. The announcement was received without enthusiasm. xyxy=(8,590,158,647)
paragraph: Mr. Fisher was the first speaker, and said that the Reform Party was in a precarious position at present, but if one or two members cease to be supporters of the present Party they would be in office. Borrowed money was necessary, but it should be spent in the interests of the whole country and be interest-bearing. xyxy=(798,161,948,227)
news-column xyxy=(637,30,795,1785)
subheading: PUBLIC SERVICE CLASSIFICATION. xyxy=(806,1306,940,1316)
paragraph: The parties on strike show an increased air of mystery. xyxy=(8,416,158,435)
dateline: Hawera, Last Night. xyxy=(880,1162,942,1172)
article-headline: ENTERTAINMENTS xyxy=(983,1350,1080,1363)
paragraph: John Sylvester Hogan was convicted on a charge of breaking and entering and theft and found guilty on four charges of forgery and uttering, and was sentenced to five years' imprisonment. xyxy=(956,705,1106,753)
article xyxy=(482,499,631,618)
paragraph: The Morning Leader endorses Mr. Churchill's candour on the eve of efforts to attain an understanding with Germany. xyxy=(166,537,316,566)
article-headline: AUSTRALIAN POLITICS. xyxy=(179,797,302,810)
article xyxy=(8,795,157,903)
paragraph: The Tagus has risen sixty feet in some places. The wine stores at Villa Franca were flooded, and the barrels have floated to the sea. The damage at Villa Franca is £260,000, and the damage to the riverside districts exceeds £2,250,000. xyxy=(324,544,474,601)
